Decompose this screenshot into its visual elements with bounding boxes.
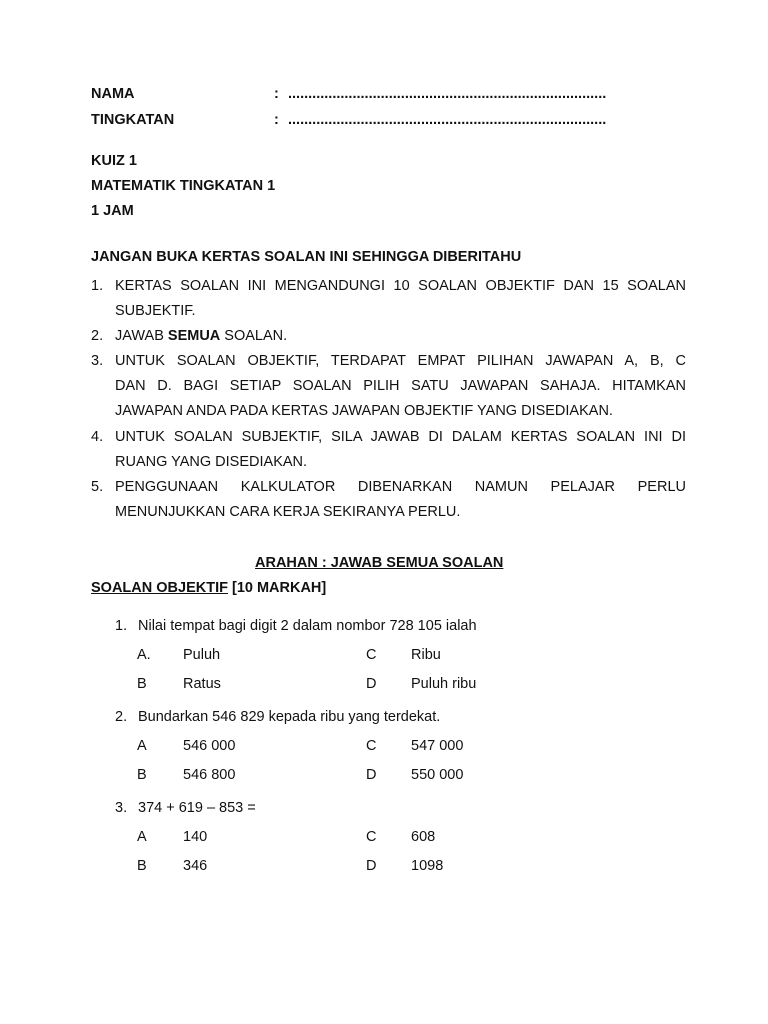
instruction-line: UNTUK SOALAN OBJEKTIF, TERDAPAT EMPAT PILIHAN JAWAPAN A, B, C xyxy=(115,353,686,369)
instruction-line: DAN D. BAGI SETIAP SOALAN PILIH SATU JAWAPAN SAHAJA. HITAMKAN xyxy=(115,378,686,394)
subject-title: MATEMATIK TINGKATAN 1 xyxy=(91,178,276,194)
option-letter[interactable]: C xyxy=(366,647,377,663)
question-3-text: 374 + 619 – 853 = xyxy=(138,800,256,816)
instruction-2 xyxy=(91,328,686,353)
instruction-line: KERTAS SOALAN INI MENGANDUNGI 10 SOALAN OBJEKTIF DAN 15 SOALAN xyxy=(115,278,686,294)
instruction-1 xyxy=(91,278,686,328)
option-letter[interactable]: D xyxy=(366,676,377,692)
instruction-number: 2. xyxy=(91,328,104,344)
name-colon: : xyxy=(274,86,279,102)
question-1-number: 1. xyxy=(115,618,128,634)
option-text[interactable]: 546 800 xyxy=(183,767,236,783)
emphasis-text: SEMUA xyxy=(167,328,221,344)
question-2-text: Bundarkan 546 829 kepada ribu yang terdekat. xyxy=(138,709,441,725)
option-letter[interactable]: D xyxy=(366,767,377,783)
instruction-line: MENUNJUKKAN CARA KERJA SEKIRANYA PERLU. xyxy=(115,504,461,520)
name-blank[interactable]: ............................................................................... xyxy=(288,86,607,102)
option-text[interactable]: 546 000 xyxy=(183,738,236,754)
option-text[interactable]: 608 xyxy=(411,829,436,845)
instruction-3 xyxy=(91,353,686,428)
option-text[interactable]: 547 000 xyxy=(411,738,464,754)
option-letter[interactable]: B xyxy=(137,767,147,783)
instruction-number: 4. xyxy=(91,429,104,445)
instruction-line: RUANG YANG DISEDIAKAN. xyxy=(115,454,308,470)
option-letter[interactable]: B xyxy=(137,676,147,692)
option-letter[interactable]: C xyxy=(366,738,377,754)
instruction-line: UNTUK SOALAN SUBJEKTIF, SILA JAWAB DI DALAM KERTAS SOALAN INI DI xyxy=(115,429,686,445)
section-heading xyxy=(91,580,326,596)
duration: 1 JAM xyxy=(91,203,134,219)
instruction-text: SOALAN. xyxy=(220,328,288,344)
name-field-row xyxy=(91,86,651,106)
instruction-line: PENGGUNAAN KALKULATOR DIBENARKAN NAMUN PELAJAR PERLU xyxy=(115,479,686,495)
option-letter[interactable]: A xyxy=(137,738,147,754)
instruction-4 xyxy=(91,429,686,479)
class-blank[interactable]: ............................................................................... xyxy=(288,112,607,128)
question-1-text: Nilai tempat bagi digit 2 dalam nombor 728 105 ialah xyxy=(138,618,477,634)
section-marks: [10 MARKAH] xyxy=(231,580,327,596)
option-text[interactable]: Ratus xyxy=(183,676,221,692)
section-title: SOALAN OBJEKTIF xyxy=(91,580,228,596)
option-text[interactable]: Ribu xyxy=(411,647,441,663)
instruction-line: JAWAPAN ANDA PADA KERTAS JAWAPAN OBJEKTIF YANG DISEDIAKAN. xyxy=(115,403,613,419)
class-colon: : xyxy=(274,112,279,128)
name-label: NAMA xyxy=(91,86,135,102)
option-letter[interactable]: B xyxy=(137,858,147,874)
option-letter[interactable]: A xyxy=(137,829,147,845)
instruction-text: JAWAB xyxy=(115,328,168,344)
directive-heading: ARAHAN : JAWAB SEMUA SOALAN xyxy=(255,555,504,571)
quiz-title: KUIZ 1 xyxy=(91,153,137,169)
class-field-row xyxy=(91,112,651,132)
warning-text: JANGAN BUKA KERTAS SOALAN INI SEHINGGA DIBERITAHU xyxy=(91,249,522,265)
option-letter[interactable]: D xyxy=(366,858,377,874)
option-letter[interactable]: A. xyxy=(137,647,151,663)
option-text[interactable]: Puluh ribu xyxy=(411,676,477,692)
option-text[interactable]: 140 xyxy=(183,829,208,845)
instruction-5 xyxy=(91,479,686,529)
option-text[interactable]: 346 xyxy=(183,858,208,874)
option-letter[interactable]: C xyxy=(366,829,377,845)
option-text[interactable]: 1098 xyxy=(411,858,444,874)
class-label: TINGKATAN xyxy=(91,112,175,128)
instruction-number: 3. xyxy=(91,353,104,369)
instruction-line: SUBJEKTIF. xyxy=(115,303,196,319)
question-3-number: 3. xyxy=(115,800,128,816)
option-text[interactable]: Puluh xyxy=(183,647,221,663)
question-2-number: 2. xyxy=(115,709,128,725)
instruction-line xyxy=(115,328,686,344)
instruction-number: 5. xyxy=(91,479,104,495)
option-text[interactable]: 550 000 xyxy=(411,767,464,783)
instruction-number: 1. xyxy=(91,278,104,294)
